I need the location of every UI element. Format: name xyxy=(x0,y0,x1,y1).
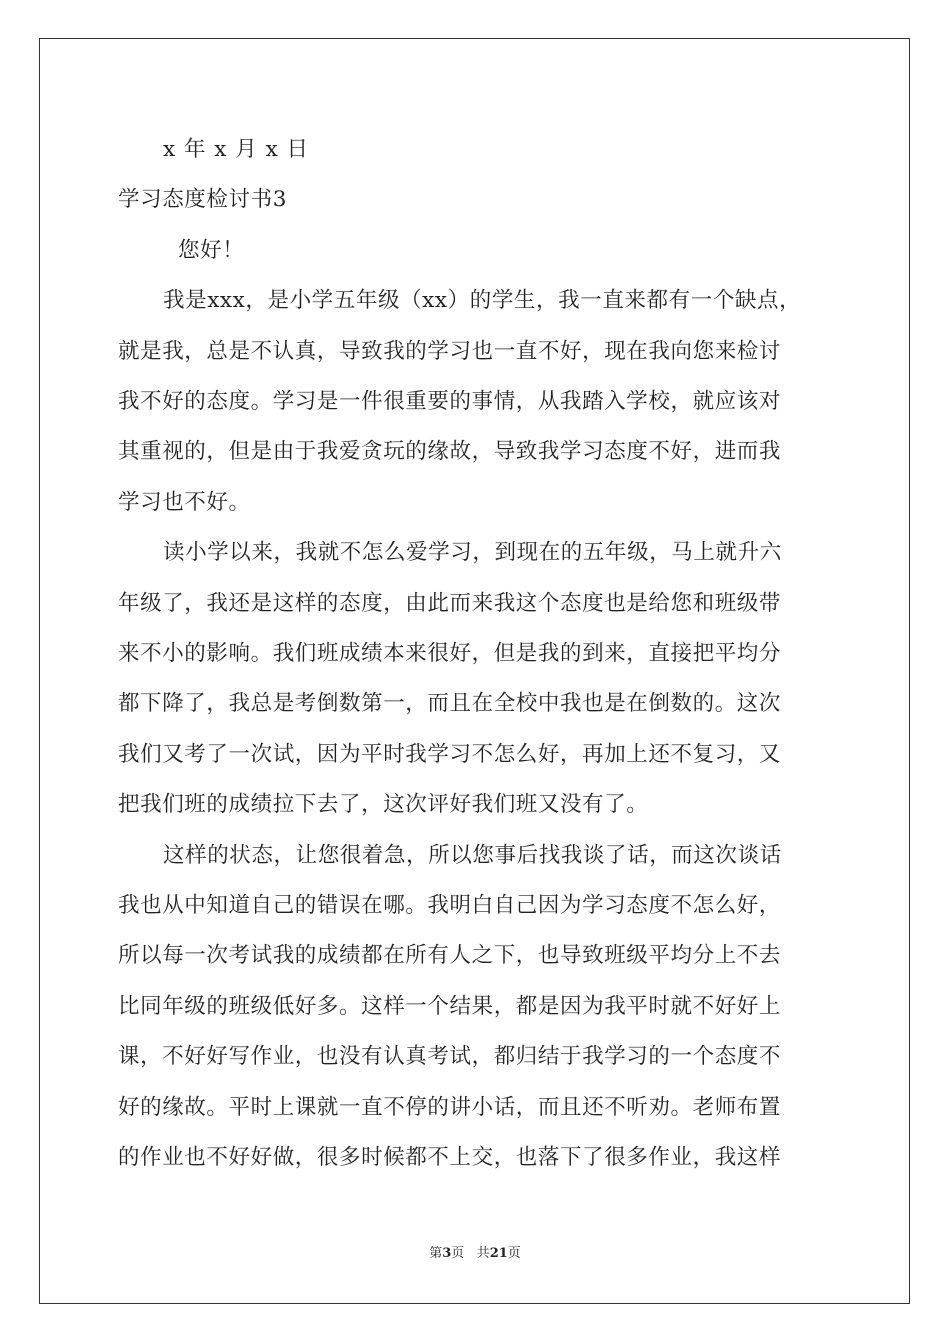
text-line: 我也从中知道自己的错误在哪。我明白自己因为学习态度不怎么好， xyxy=(118,893,782,918)
page-footer xyxy=(0,1245,950,1263)
document-title: 学习态度检讨书3 xyxy=(118,187,287,212)
total-pages: 21 xyxy=(489,1246,508,1261)
text-line: 学习也不好。 xyxy=(118,490,251,515)
text-line: 课，不好好写作业，也没有认真考试，都归结于我学习的一个态度不 xyxy=(118,1044,782,1069)
text-line: 来不小的影响。我们班成绩本来很好，但是我的到来，直接把平均分 xyxy=(118,641,782,666)
text-line: 我是xxx，是小学五年级（xx）的学生，我一直来都有一个缺点， xyxy=(163,288,802,313)
text-line: 都下降了，我总是考倒数第一，而且在全校中我也是在倒数的。这次 xyxy=(118,691,782,716)
total-prefix: 共 xyxy=(476,1246,490,1261)
text-line: 好的缘故。平时上课就一直不停的讲小话，而且还不听劝。老师布置 xyxy=(118,1095,782,1120)
text-line: 的作业也不好好做，很多时候都不上交，也落下了很多作业，我这样 xyxy=(118,1145,782,1170)
text-line: 年级了，我还是这样的态度，由此而来我这个态度也是给您和班级带 xyxy=(118,591,782,616)
text-line: 读小学以来，我就不怎么爱学习，到现在的五年级，马上就升六 xyxy=(163,540,782,565)
total-suffix: 页 xyxy=(507,1246,521,1261)
date-line: x 年 x 月 x 日 xyxy=(163,137,310,162)
greeting: 您好！ xyxy=(178,238,245,263)
page-suffix: 页 xyxy=(451,1246,465,1261)
text-line: 我们又考了一次试，因为平时我学习不怎么好，再加上还不复习，又 xyxy=(118,742,782,767)
page-number: 3 xyxy=(442,1246,452,1261)
page-prefix: 第 xyxy=(429,1246,443,1261)
text-line: 所以每一次考试我的成绩都在所有人之下，也导致班级平均分上不去 xyxy=(118,943,782,968)
text-line: 把我们班的成绩拉下去了，这次评好我们班又没有了。 xyxy=(118,792,649,817)
text-line: 就是我，总是不认真，导致我的学习也一直不好，现在我向您来检讨 xyxy=(118,339,782,364)
text-line: 其重视的，但是由于我爱贪玩的缘故，导致我学习态度不好，进而我 xyxy=(118,439,782,464)
text-line: 我不好的态度。学习是一件很重要的事情，从我踏入学校，就应该对 xyxy=(118,389,782,414)
text-line: 比同年级的班级低好多。这样一个结果，都是因为我平时就不好好上 xyxy=(118,994,782,1019)
text-line: 这样的状态，让您很着急，所以您事后找我谈了话，而这次谈话 xyxy=(163,843,782,868)
